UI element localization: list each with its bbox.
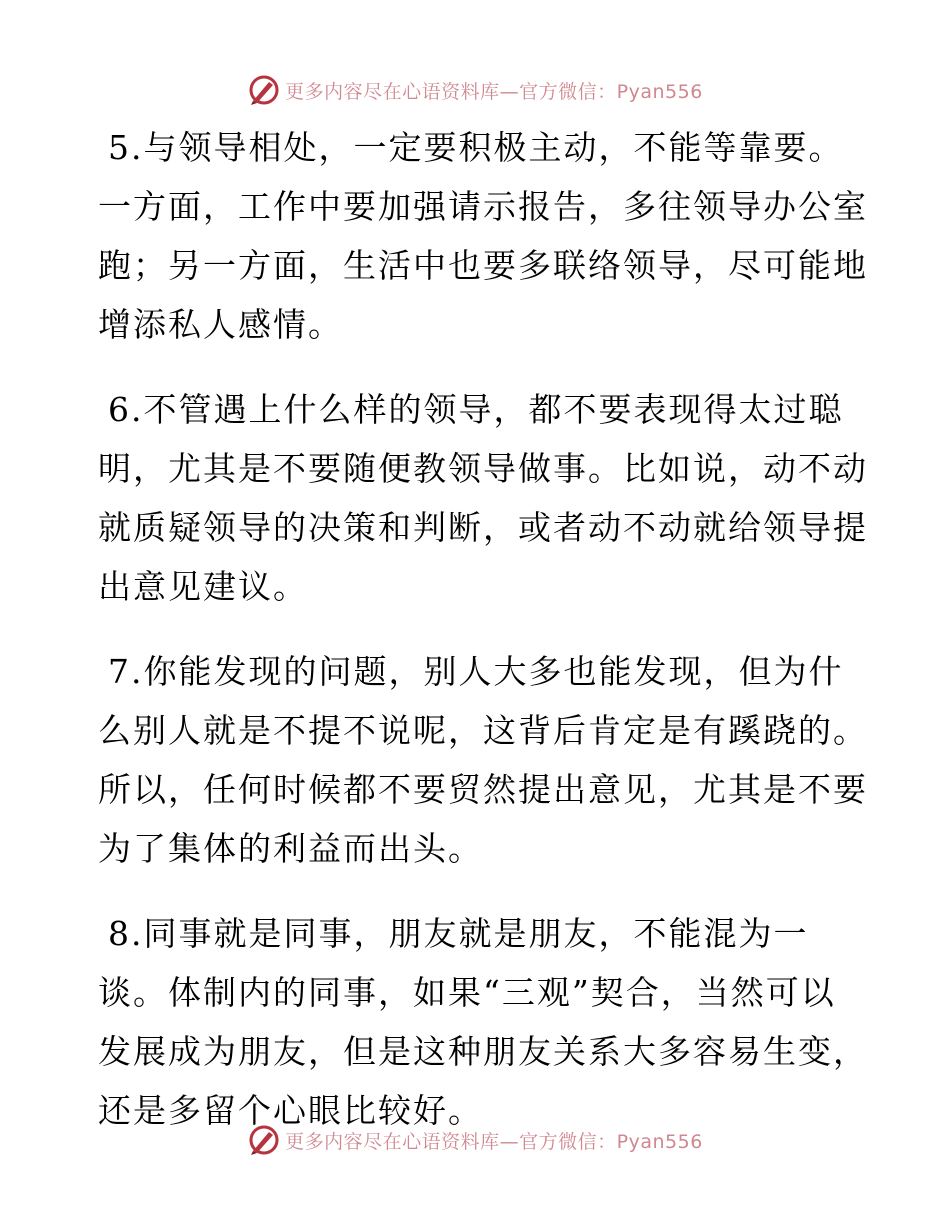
header-banner (0, 70, 950, 110)
document-body (98, 118, 868, 1166)
text-line: 7.你能发现的问题，别人大多也能发现，但为什 (108, 652, 844, 691)
paragraph-5 (98, 118, 868, 354)
text-line: 就质疑领导的决策和判断，或者动不动就给领导提 (98, 508, 868, 547)
text-line: 一方面，工作中要加强请示报告，多往领导办公室 (98, 187, 868, 226)
text-line: 明，尤其是不要随便教领导做事。比如说，动不动 (98, 449, 868, 488)
paragraph-8 (98, 904, 868, 1140)
text-line: 6.不管遇上什么样的领导，都不要表现得太过聪 (108, 390, 844, 429)
footer-banner (0, 1120, 950, 1160)
paragraph-7 (98, 642, 868, 878)
text-line: 增添私人感情。 (98, 305, 343, 344)
text-line: 出意见建议。 (98, 567, 308, 606)
text-line: 8.同事就是同事，朋友就是朋友，不能混为一 (108, 914, 809, 953)
banner-text: 更多内容尽在心语资料库—官方微信：Pyan556 (285, 80, 703, 103)
text-line: 跑；另一方面，生活中也要多联络领导，尽可能地 (98, 246, 868, 285)
text-line: 还是多留个心眼比较好。 (98, 1091, 483, 1130)
text-line: 为了集体的利益而出头。 (98, 829, 483, 868)
text-line: 么别人就是不提不说呢，这背后肯定是有蹊跷的。 (98, 711, 868, 750)
pen-circle-logo-icon (247, 73, 281, 107)
banner-text: 更多内容尽在心语资料库—官方微信：Pyan556 (285, 1130, 703, 1153)
text-line: 5.与领导相处，一定要积极主动，不能等靠要。 (108, 128, 844, 167)
paragraph-6 (98, 380, 868, 616)
pen-circle-logo-icon (247, 1123, 281, 1157)
text-line: 所以，任何时候都不要贸然提出意见，尤其是不要 (98, 770, 868, 809)
text-line: 谈。体制内的同事，如果“三观”契合，当然可以 (98, 973, 836, 1012)
text-line: 发展成为朋友，但是这种朋友关系大多容易生变， (98, 1032, 868, 1071)
